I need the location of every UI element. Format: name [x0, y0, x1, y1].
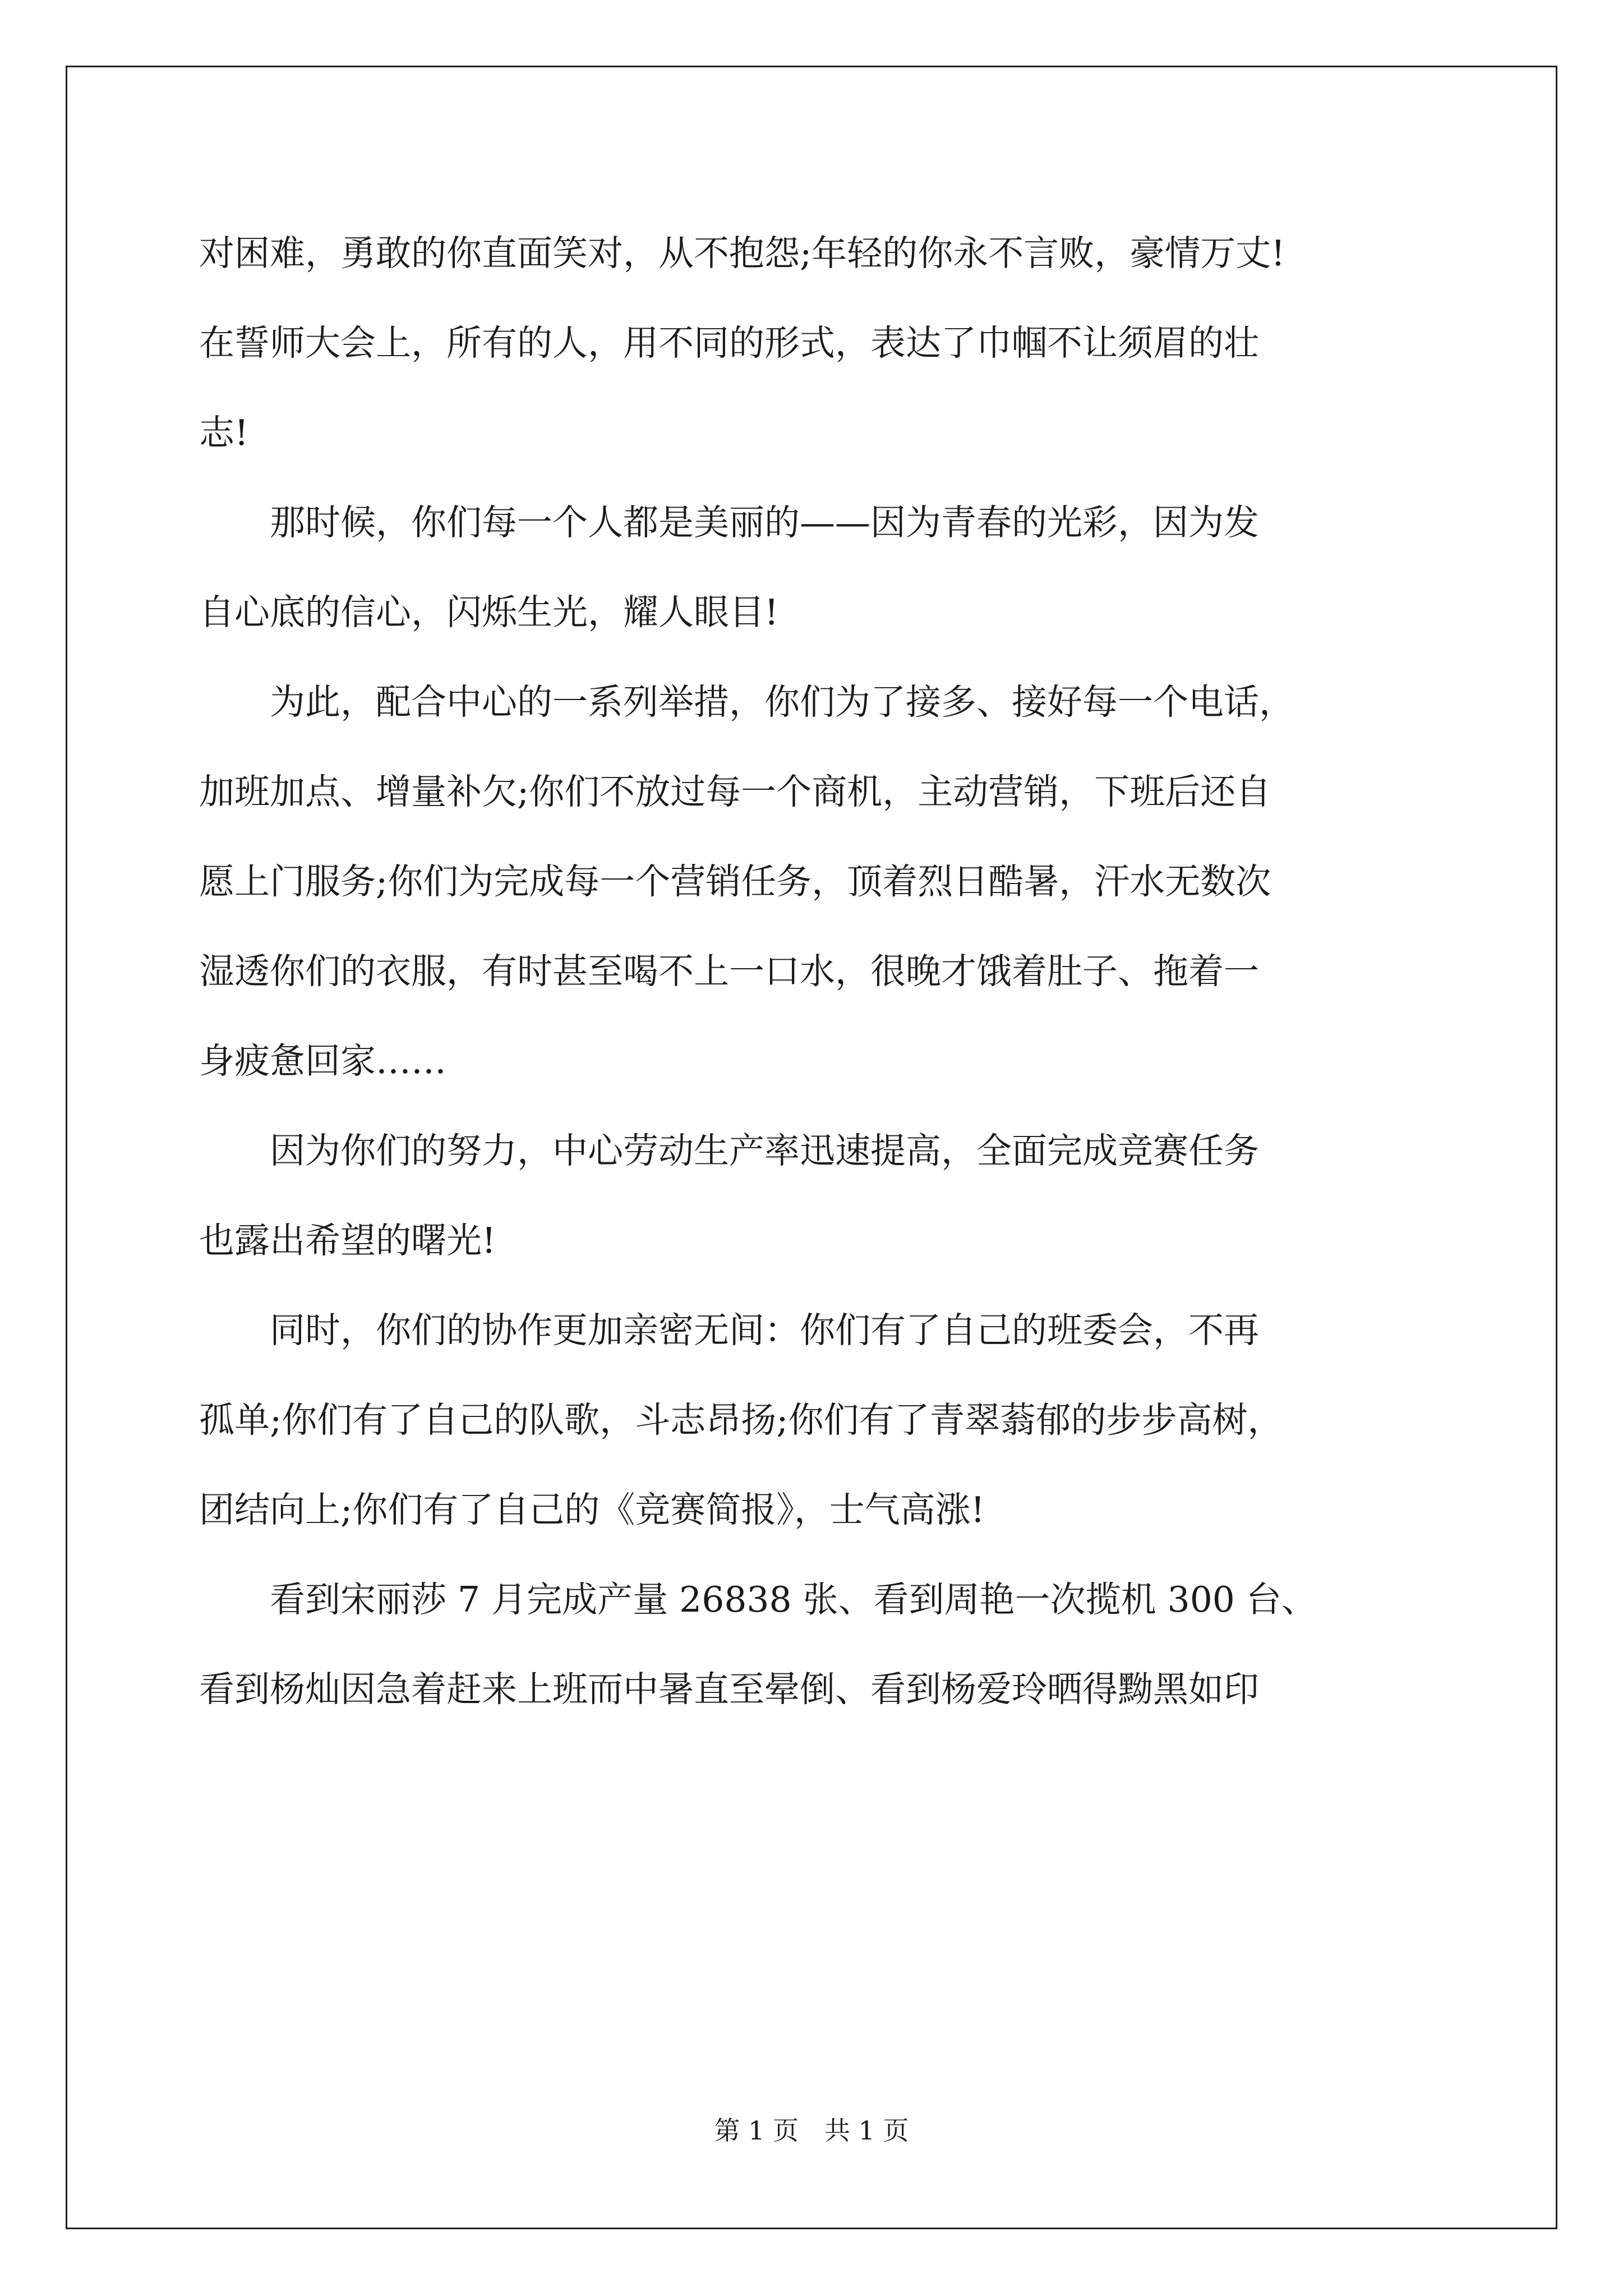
document-body	[199, 214, 1433, 1740]
text-line: 志!	[199, 412, 249, 453]
text-line: 加班加点、增量补欠;你们不放过每一个商机，主动营销，下班后还自	[199, 771, 1271, 812]
page-footer: 第 1 页 共 1 页	[714, 2115, 909, 2146]
text-line: 在誓师大会上，所有的人，用不同的形式，表达了巾帼不让须眉的壮	[199, 323, 1259, 364]
text-line: 愿上门服务;你们为完成每一个营销任务，顶着烈日酷暑，汗水无数次	[199, 861, 1271, 902]
text-line: 为此，配合中心的一系列举措，你们为了接多、接好每一个电话，	[199, 682, 1294, 723]
text-line: 看到宋丽莎 7 月完成产量 26838 张、看到周艳一次揽机 300 台、	[199, 1579, 1317, 1620]
text-line: 看到杨灿因急着赶来上班而中暑直至晕倒、看到杨爱玲晒得黝黑如印	[199, 1669, 1259, 1710]
text-line: 也露出希望的曙光!	[199, 1220, 496, 1261]
text-line: 那时候，你们每一个人都是美丽的——因为青春的光彩，因为发	[199, 502, 1259, 543]
text-line: 自心底的信心，闪烁生光，耀人眼目!	[199, 592, 779, 633]
text-line: 湿透你们的衣服，有时甚至喝不上一口水，很晚才饿着肚子、拖着一	[199, 951, 1259, 992]
text-line: 因为你们的努力，中心劳动生产率迅速提高，全面完成竞赛任务	[199, 1130, 1259, 1171]
text-line: 同时，你们的协作更加亲密无间：你们有了自己的班委会，不再	[199, 1310, 1259, 1351]
text-line: 身疲惫回家……	[199, 1041, 446, 1082]
text-line: 对困难，勇敢的你直面笑对，从不抱怨;年轻的你永不言败，豪情万丈!	[199, 233, 1285, 274]
text-line: 团结向上;你们有了自己的《竞赛简报》，士气高涨!	[199, 1489, 985, 1530]
text-line: 孤单;你们有了自己的队歌，斗志昂扬;你们有了青翠蓊郁的步步高树，	[199, 1400, 1283, 1441]
